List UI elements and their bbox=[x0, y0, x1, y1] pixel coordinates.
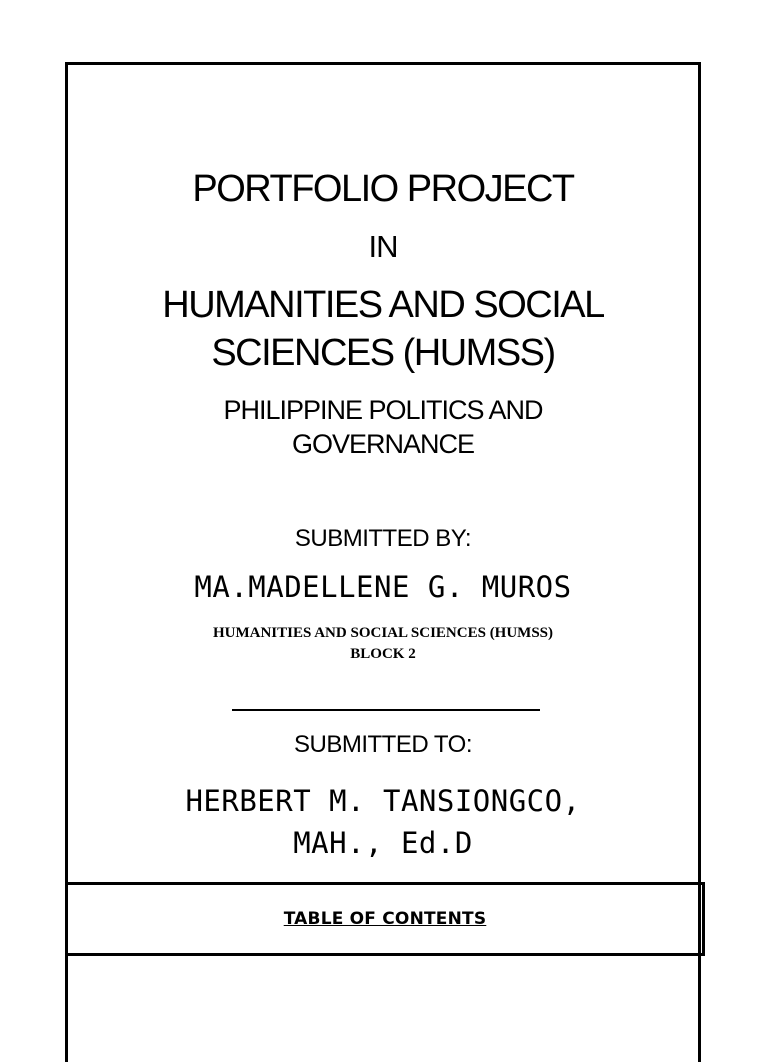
strand-heading-line1: HUMANITIES AND SOCIAL bbox=[162, 284, 604, 326]
separator-line bbox=[232, 709, 540, 711]
subject-heading-line1: PHILIPPINE POLITICS AND bbox=[223, 395, 543, 425]
table-of-contents-box bbox=[65, 882, 705, 956]
student-name: MA.MADELLENE G. MUROS bbox=[194, 570, 572, 604]
toc-heading: TABLE OF CONTENTS bbox=[283, 909, 487, 929]
student-block: BLOCK 2 bbox=[350, 646, 416, 662]
teacher-name bbox=[68, 780, 698, 864]
submitted-to-label: SUBMITTED TO: bbox=[294, 731, 472, 758]
title-connector: IN bbox=[368, 229, 398, 264]
teacher-name-line1: HERBERT M. TANSIONGCO, bbox=[185, 784, 581, 818]
teacher-name-line2: MAH., Ed.D bbox=[293, 826, 473, 860]
student-details bbox=[68, 623, 698, 665]
page-title: PORTFOLIO PROJECT bbox=[192, 168, 574, 210]
student-strand: HUMANITIES AND SOCIAL SCIENCES (HUMSS) bbox=[212, 625, 554, 641]
subject-heading bbox=[68, 393, 698, 461]
submitted-by-label: SUBMITTED BY: bbox=[294, 525, 472, 552]
strand-heading-line2: SCIENCES (HUMSS) bbox=[211, 332, 555, 374]
strand-heading bbox=[68, 281, 698, 377]
subject-heading-line2: GOVERNANCE bbox=[291, 429, 475, 459]
